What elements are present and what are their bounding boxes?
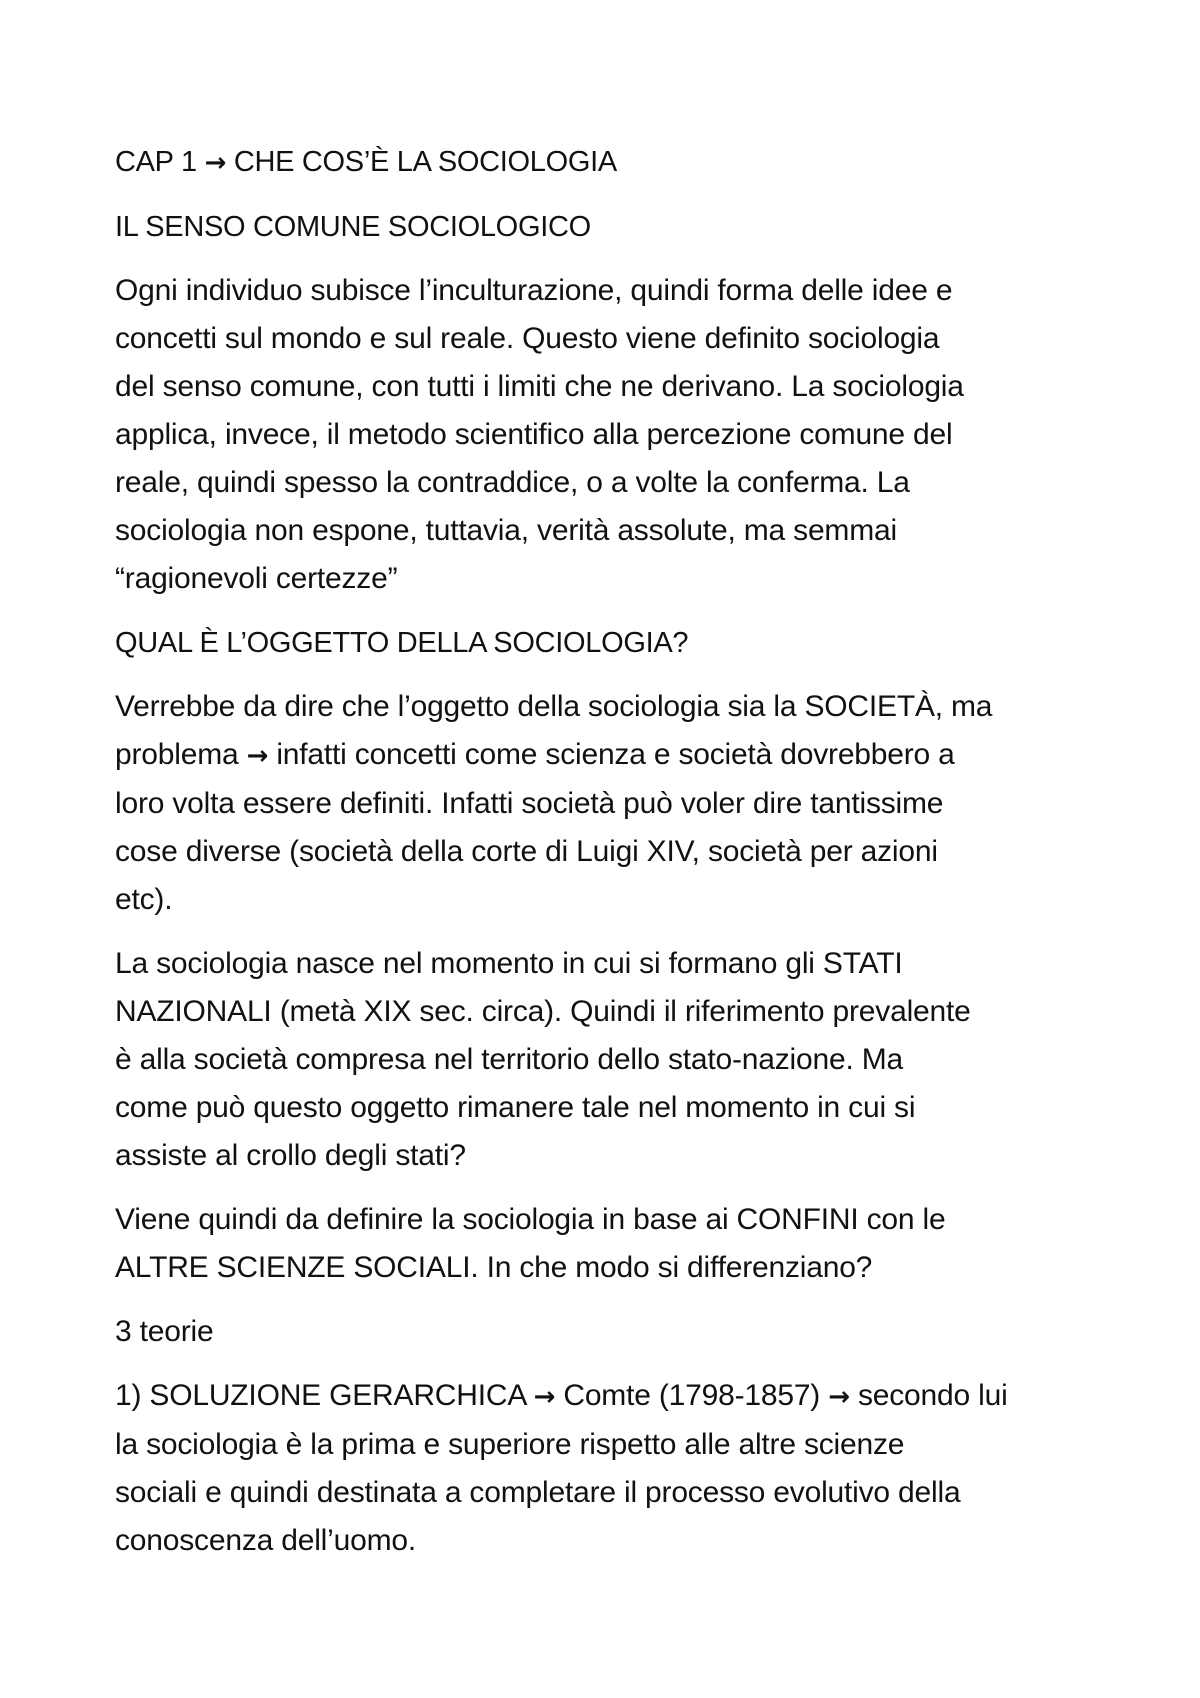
text-line: conoscenza dell’uomo.: [115, 1524, 416, 1557]
right-arrow-icon: →: [246, 741, 269, 771]
text-line: loro volta essere definiti. Infatti società può voler dire tantissime: [115, 787, 944, 820]
chapter-title-text: CHE COS’È LA SOCIOLOGIA: [226, 146, 617, 178]
paragraph-soluzione-gerarchica: [115, 1372, 1100, 1565]
paragraph-stati-nazionali: [115, 940, 1100, 1180]
chapter-title: [115, 138, 1100, 187]
text-line: la sociologia è la prima e superiore rispetto alle altre scienze: [115, 1428, 905, 1461]
text-line: Ogni individuo subisce l’inculturazione, quindi forma delle idee e: [115, 274, 953, 307]
paragraph-oggetto: [115, 683, 1100, 924]
text-line: come può questo oggetto rimanere tale nel momento in cui si: [115, 1091, 916, 1124]
section-title-oggetto: QUAL È L’OGGETTO DELLA SOCIOLOGIA?: [115, 627, 689, 659]
paragraph-confini: [115, 1196, 1100, 1292]
text-line: “ragionevoli certezze”: [115, 562, 398, 595]
text-line: Verrebbe da dire che l’oggetto della sociologia sia la SOCIETÀ, ma: [115, 690, 993, 723]
paragraph-senso-comune: [115, 267, 1100, 603]
document-page: [115, 138, 1100, 1581]
text-line: sociali e quindi destinata a completare il processo evolutivo della: [115, 1476, 961, 1509]
right-arrow-icon: →: [533, 1382, 556, 1412]
text-line: applica, invece, il metodo scientifico alla percezione comune del: [115, 418, 953, 451]
text-line: è alla società compresa nel territorio dello stato-nazione. Ma: [115, 1043, 904, 1076]
text-line: del senso comune, con tutti i limiti che ne derivano. La sociologia: [115, 370, 964, 403]
paragraph-teorie: 3 teorie: [115, 1315, 214, 1348]
text-line: La sociologia nasce nel momento in cui si formano gli STATI: [115, 947, 903, 980]
text-line: reale, quindi spesso la contraddice, o a volte la conferma. La: [115, 466, 910, 499]
text-line: [115, 731, 1100, 780]
text-line: etc).: [115, 883, 173, 916]
text-segment: infatti concetti come scienza e società dovrebbero a: [268, 738, 955, 771]
text-segment: Comte (1798-1857): [555, 1379, 829, 1412]
text-line: assiste al crollo degli stati?: [115, 1139, 466, 1172]
text-line: NAZIONALI (metà XIX sec. circa). Quindi il riferimento prevalente: [115, 995, 971, 1028]
text-line: [115, 1372, 1100, 1421]
text-segment: problema: [115, 738, 247, 771]
text-segment: secondo lui: [849, 1379, 1008, 1412]
text-line: sociologia non espone, tuttavia, verità assolute, ma semmai: [115, 514, 897, 547]
text-line: ALTRE SCIENZE SOCIALI. In che modo si differenziano?: [115, 1251, 873, 1284]
right-arrow-icon: →: [828, 1382, 850, 1412]
text-line: cose diverse (società della corte di Luigi XIV, società per azioni: [115, 835, 938, 868]
right-arrow-icon: →: [204, 148, 227, 178]
chapter-title-prefix: CAP 1: [115, 146, 205, 178]
text-line: concetti sul mondo e sul reale. Questo viene definito sociologia: [115, 322, 940, 355]
section-title-senso-comune: IL SENSO COMUNE SOCIOLOGICO: [115, 211, 591, 243]
text-segment: 1) SOLUZIONE GERARCHICA: [115, 1379, 534, 1412]
text-line: Viene quindi da definire la sociologia in base ai CONFINI con le: [115, 1203, 946, 1236]
